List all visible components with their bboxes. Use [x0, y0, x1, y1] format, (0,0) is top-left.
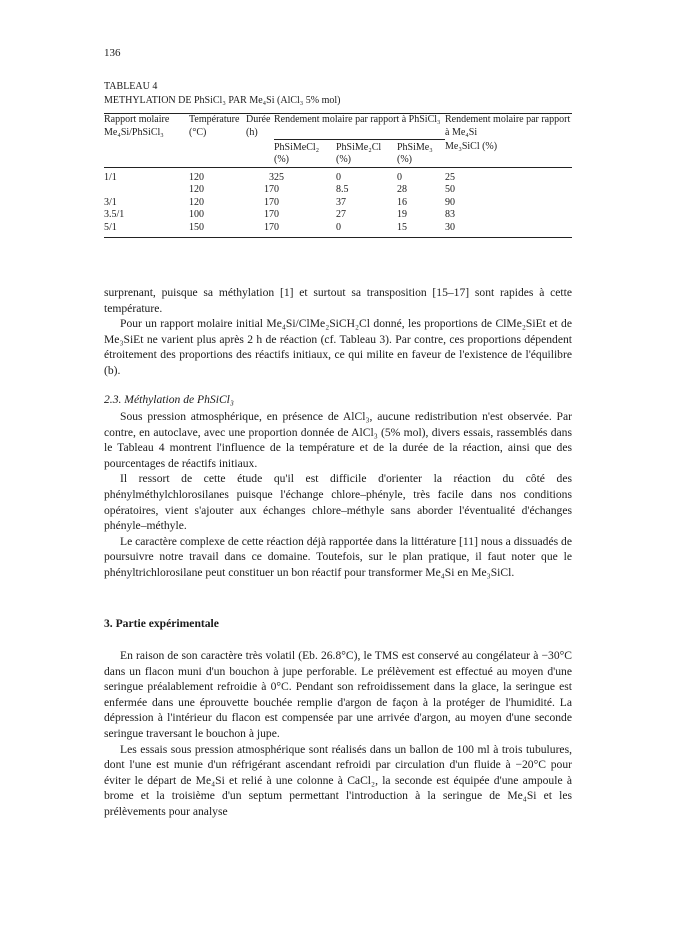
cell: 19	[397, 209, 407, 220]
text-block-3	[104, 648, 572, 820]
cell	[104, 184, 189, 197]
cell: 17	[264, 184, 274, 195]
cell: 3/1	[104, 196, 117, 208]
header-temperature: Température (°C)	[189, 114, 240, 138]
cell: 3.5/1	[104, 209, 125, 220]
subheader-phsime2cl: PhSiMe₂Cl (%)	[336, 141, 382, 165]
paragraph: Le caractère complexe de cette réaction déjà rapportée dans la littérature [11] nous a dissuadés de poursuivre notre travail dans ce domaine. Toutefois, sur le plan pratique, il faut noter que le phényltrichlorosilane peut constituer un bon réactif pour transformer Me₄Si en Me₃SiCl.	[104, 534, 572, 579]
page-number: 136	[104, 47, 121, 59]
cell: 17	[264, 209, 274, 220]
cell: 0	[336, 171, 341, 183]
header-duration: Durée (h)	[246, 114, 271, 138]
cell: 0	[397, 171, 402, 183]
cell: 16	[397, 196, 407, 208]
header-ratio: Rapport molaire Me₄Si/PhSiCl₃	[104, 114, 170, 138]
cell: 120	[189, 196, 204, 208]
cell: 37	[336, 196, 346, 208]
cell: 25	[274, 171, 284, 183]
paragraph: Pour un rapport molaire initial Me₄Si/ClMe₂SiCH₂Cl donné, les proportions de ClMe₂SiEt et de Me₃SiEt ne varient plus après 2 h de réaction (cf. Tableau 3). Par contre, ces proportions dépendent étroitement des proportions des réactifs initiaux, ce qui milite en faveur de l'existence de l'équilibre (b).	[104, 317, 572, 377]
paragraph: Sous pression atmosphérique, en présence de AlCl₃, aucune redistribution n'est observée. Par contre, en autoclave, avec une proportion donnée de AlCl₃ (5% mol), divers essais, rassemblés dans le Tableau 4 montrent l'influence de la température et de la durée de la réaction, ainsi que des pourcentages de réactifs initiaux.	[104, 410, 572, 470]
table-header-row	[104, 114, 572, 140]
text-block-2	[104, 409, 572, 581]
section-heading: 3. Partie expérimentale	[104, 617, 219, 630]
cell: 8.5	[336, 184, 349, 195]
cell: 100	[189, 209, 204, 220]
table-title: TABLEAU 4	[104, 81, 158, 92]
cell: 0	[274, 184, 279, 195]
cell: 50	[445, 184, 455, 195]
cell: 15	[397, 221, 407, 233]
cell: 27	[336, 209, 346, 220]
table-row	[104, 172, 572, 185]
cell: 30	[445, 221, 455, 233]
cell: 0	[274, 196, 279, 208]
data-table	[104, 113, 572, 238]
subheader-me3sicl: Me₃SiCl (%)	[445, 141, 498, 152]
header-yield-phsicl3: Rendement molaire par rapport à PhSiCl₃	[274, 114, 445, 140]
table-row	[104, 184, 572, 197]
header-yield-me4si: Rendement molaire par rapport à Me₄Si	[445, 114, 571, 138]
cell: 120	[189, 171, 204, 183]
cell: 1/1	[104, 171, 117, 183]
cell: 25	[445, 171, 455, 183]
cell: 0	[336, 221, 341, 233]
table-subtitle: METHYLATION DE PhSiCl₃ PAR Me₄Si (AlCl₃ 5% mol)	[104, 95, 341, 106]
cell: 120	[189, 184, 204, 195]
paragraph: Il ressort de cette étude qu'il est difficile d'orienter la réaction du côté des phénylméthylchlorosilanes puisque l'échange chlore–phényle, très facile dans nos conditions opératoires, vient s'ajouter aux échanges chlore–méthyle sans aborder l'éventualité d'échanges phényle–méthyle.	[104, 472, 572, 533]
cell: 90	[445, 196, 455, 208]
cell: 17	[264, 221, 274, 233]
cell: 3	[269, 171, 274, 183]
cell: 28	[397, 184, 407, 195]
table-row	[104, 222, 572, 238]
paragraph: En raison de son caractère très volatil (Eb. 26.8°C), le TMS est conservé au congélateur à −30°C dans un flacon muni d'un bouchon à jupe perforable. Le prélèvement est effectué au moyen d'une seringue préalablement refroidie à 0°C. Pendant son refroidissement dans la glace, la seringue est enfermée dans une éprouvette bouchée remplie d'argon de façon à la protéger de l'humidité. La dépression à l'intérieur du flacon est compensée par une arrivée d'argon, au moyen d'une seconde seringue traversant le bouchon à jupe.	[104, 649, 572, 740]
subheader-phsimecl2: PhSiMeCl₂ (%)	[274, 141, 320, 165]
cell: 83	[445, 209, 455, 220]
section-heading: 2.3. Méthylation de PhSiCl₃	[104, 393, 234, 406]
paragraph: Les essais sous pression atmosphérique sont réalisés dans un ballon de 100 ml à trois tubulures, dont l'une est munie d'un réfrigérant ascendant refroidi par circulation d'un fluide à −20°C pour éviter le départ de Me₄Si et relié à une colonne à CaCl₂, la seconde est équipée d'une ampoule à brome et la troisième d'un septum permettant l'introduction à la seringue de Me₄Si et les prélèvements pour analyse	[104, 742, 572, 818]
table-row	[104, 197, 572, 210]
cell: 0	[274, 221, 279, 233]
cell: 17	[264, 196, 274, 208]
cell: 0	[274, 209, 279, 220]
subheader-phsime3: PhSiMe₃ (%)	[397, 141, 433, 165]
paragraph: surprenant, puisque sa méthylation [1] et surtout sa transposition [15–17] sont rapides à cette température.	[104, 286, 572, 315]
table-row	[104, 209, 572, 222]
cell: 5/1	[104, 221, 117, 233]
text-block-1	[104, 285, 572, 379]
cell: 150	[189, 221, 204, 233]
